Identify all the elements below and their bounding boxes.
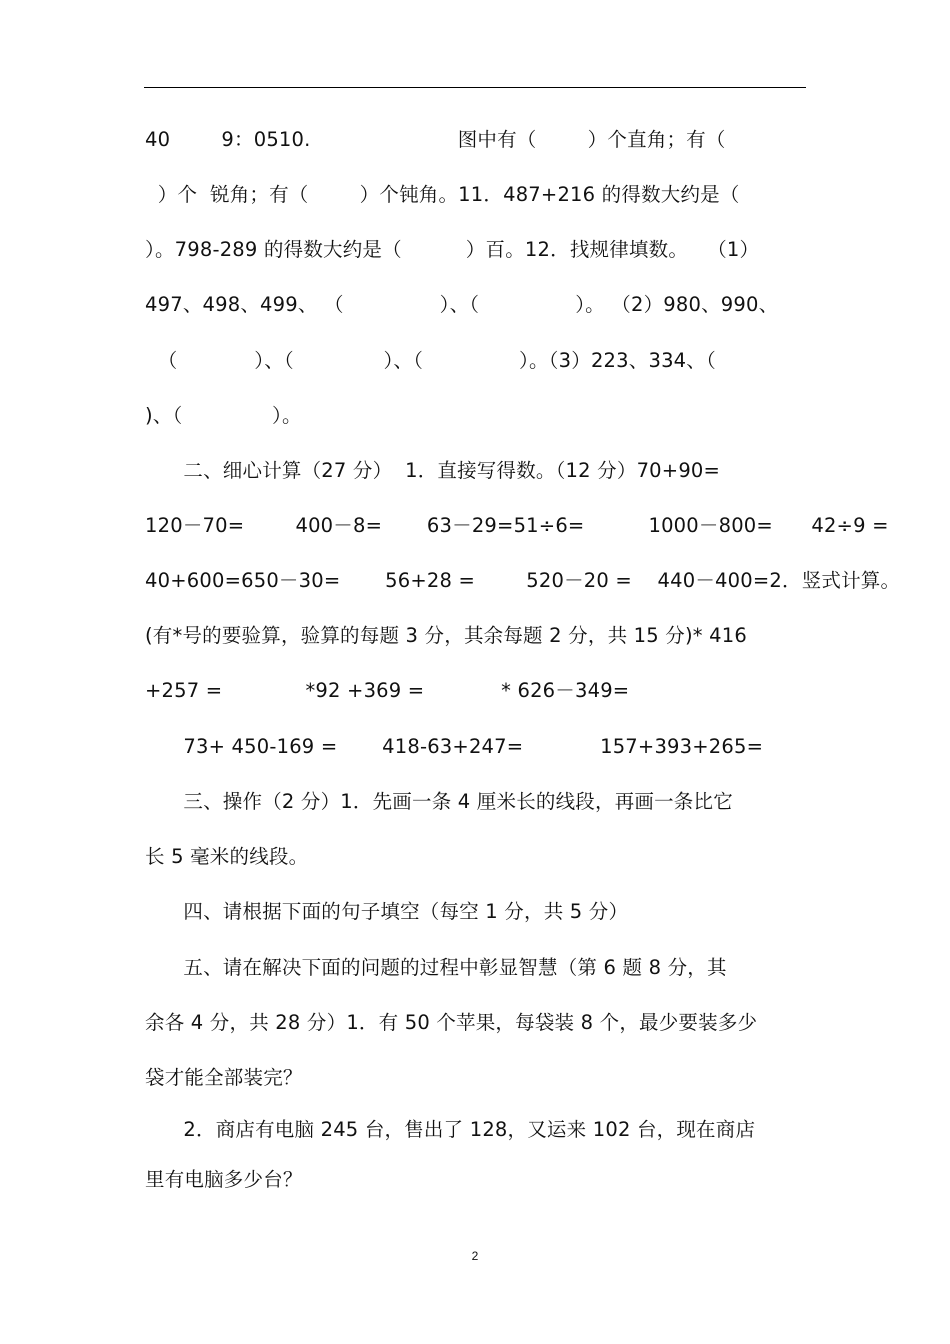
text-line: 袋才能全部装完？ xyxy=(145,1066,303,1089)
text-line: ）个 锐角；有（ ）个钝角。11．487+216 的得数大约是（ xyxy=(145,183,740,206)
text-line: 73+ 450-169 = 418-63+247= 157+393+265= xyxy=(145,735,764,758)
text-line: 里有电脑多少台？ xyxy=(145,1168,303,1191)
text-line: +257 = *92 +369 = * 626－349= xyxy=(145,679,630,702)
text-line: 余各 4 分，共 28 分）1．有 50 个苹果，每袋装 8 个，最少要装多少 xyxy=(145,1011,758,1034)
text-line: (有*号的要验算，验算的每题 3 分，其余每题 2 分，共 15 分)* 416 xyxy=(145,624,747,647)
text-line: 2．商店有电脑 245 台，售出了 128，又运来 102 台，现在商店 xyxy=(145,1118,756,1141)
text-line: ）。798-289 的得数大约是（ ）百。12．找规律填数。 （1） xyxy=(145,238,760,261)
text-line: （ ）、（ ）、（ ）。（3）223、334、（ xyxy=(145,349,716,372)
text-line: 40+600=650－30= 56+28 = 520－20 = 440－400=2．竖式计算。 xyxy=(145,569,901,592)
text-line: 四、请根据下面的句子填空（每空 1 分，共 5 分） xyxy=(145,900,629,923)
text-line: 120－70= 400－8= 63－29=51÷6= 1000－800= 42÷9 = xyxy=(145,514,889,537)
text-line: 三、操作（2 分）1．先画一条 4 厘米长的线段，再画一条比它 xyxy=(145,790,733,813)
text-line: 五、请在解决下面的问题的过程中彰显智慧（第 6 题 8 分，其 xyxy=(145,956,727,979)
text-line: 497、498、499、 （ ）、（ ）。 （2）980、990、 xyxy=(145,293,779,316)
text-line: 长 5 毫米的线段。 xyxy=(145,845,309,868)
header-rule xyxy=(144,87,806,88)
page-number: 2 xyxy=(471,1249,479,1263)
text-line: )、（ ）。 xyxy=(145,404,302,427)
text-line: 40 9：0510. 图中有（ ）个直角；有（ xyxy=(145,128,726,151)
text-line: 二、细心计算（27 分） 1．直接写得数。（12 分）70+90= xyxy=(145,459,721,482)
